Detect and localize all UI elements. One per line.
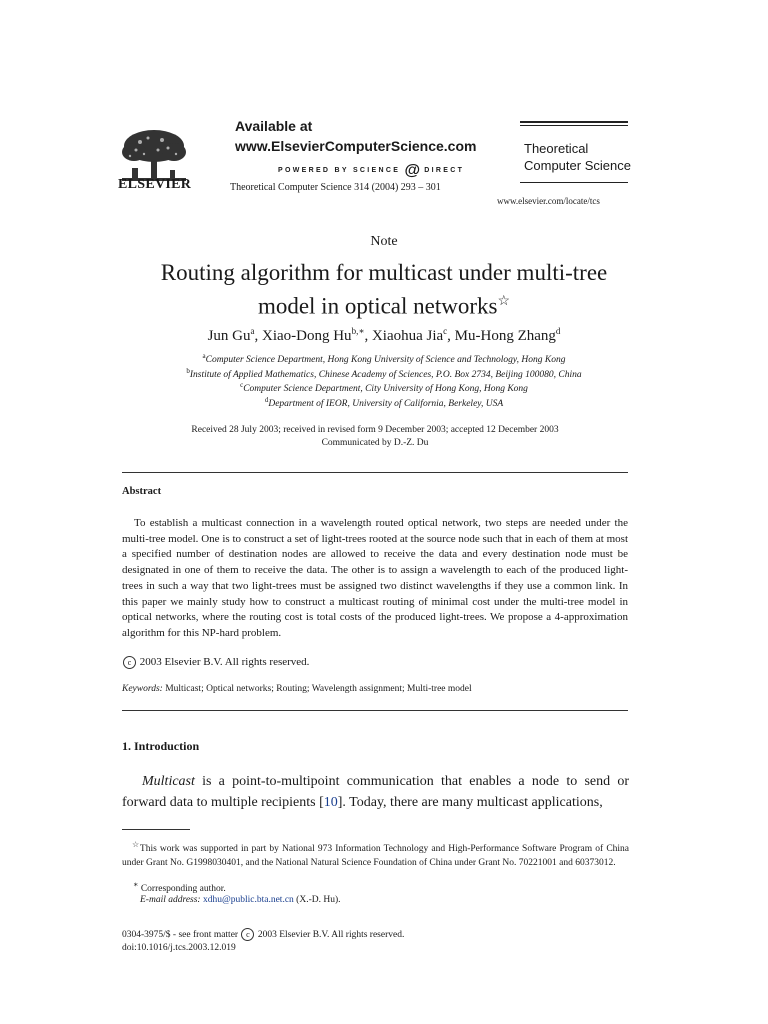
article-history [0, 424, 750, 450]
abstract-copyright: c 2003 Elsevier B.V. All rights reserved. [122, 656, 309, 669]
doi[interactable]: doi:10.1016/j.tcs.2003.12.019 [122, 943, 236, 953]
journal-title-rule [520, 182, 628, 183]
journal-title-rule [520, 125, 628, 126]
issn-line: 0304-3975/$ - see front matter c 2003 Elsevier B.V. All rights reserved. [122, 930, 405, 940]
article-title: Routing algorithm for multicast under multi-tree model in optical networks☆ [160, 260, 608, 319]
footnote-rule [122, 829, 190, 830]
abstract-top-rule [122, 472, 628, 473]
journal-title: Theoretical Computer Science [524, 141, 631, 173]
section-heading-introduction: 1. Introduction [122, 739, 200, 753]
abstract-body: To establish a multicast connection in a wavelength routed optical network, two steps are needed under the multi-tree model. One is to construct a set of light-trees rooted at the source node such that in each of them at most a specified number of destination nodes are allowed to receive the data and every destination node must be designated in one of them to receive the data. The other is to assign a wavelength to each of the produced light-trees in such a way that two light-trees must be assigned two distinct wavelengths if they use a common link. In this paper we mainly study how to construct a multicast routing of minimal cost under the multi-tree model in optical networks, where the routing cost is total costs of the produced light-trees. We propose a 4-approximation algorithm for this NP-hard problem. [122, 517, 628, 639]
author-name: Mu-Hong Zhang [454, 328, 556, 344]
abstract-heading: Abstract [122, 486, 162, 497]
site-name: ElsevierComputerScience [271, 138, 444, 154]
received-dates: Received 28 July 2003; received in revised form 9 December 2003; accepted 12 December 2003 [191, 425, 559, 435]
publisher-name: ELSEVIER [118, 177, 192, 192]
journal-reference: Theoretical Computer Science 314 (2004) 293 – 301 [230, 182, 441, 193]
title-star-footnote-marker[interactable]: ☆ [497, 294, 511, 309]
email-link[interactable]: xdhu@public.bta.net.cn [202, 895, 294, 905]
email-footnote: E-mail address: xdhu@public.bta.net.cn (X.-D. Hu). [140, 895, 341, 905]
affiliation: $^c$Computer Science Department, City University of Hong Kong, Hong Kong [240, 381, 528, 395]
citation-link[interactable]: 10 [323, 795, 338, 810]
site-link[interactable] [235, 138, 476, 154]
corresponding-author-footnote: ∗ Corresponding author. [133, 880, 226, 895]
affiliation: $^a$Computer Science Department, Hong Kong University of Science and Technology, Hong Kong [202, 352, 566, 366]
affiliation: $^d$Department of IEOR, University of California, Berkeley, USA [264, 396, 504, 410]
journal-url[interactable]: www.elsevier.com/locate/tcs [497, 196, 600, 206]
author-list: Jun Gu$^a$, Xiao-Dong $Hu^{b,∗}$, Xiaohua Jia$^c$, Mu-Hong Zhang$^d$ [207, 326, 561, 344]
journal-title-rule [520, 121, 628, 123]
author-name: Xiaohua Jia [371, 328, 444, 344]
author-name: Xiao-Dong Hu [261, 328, 352, 344]
funding-footnote: ☆This work was supported in part by National 973 Information Technology and High-Performance Software Program of China under Grant No. G1998030401, and the National Natural Science Foundation of China under Grant No. 70221001 and 60373012. [122, 840, 630, 868]
affiliation: $^b$Institute of Applied Mathematics, Chinese Academy of Sciences, P.O. Box 2734, Beijing 100080, China [186, 367, 582, 381]
communicated-by: Communicated by D.-Z. Du [321, 438, 429, 448]
site-prefix: www. [235, 138, 272, 154]
keywords: Keywords: Multicast; Optical networks; Routing; Wavelength assignment; Multi-tree model [122, 684, 472, 694]
copyright-icon: c [241, 928, 254, 941]
abstract-bottom-rule [122, 710, 628, 711]
article-type: Note [370, 234, 398, 249]
copyright-icon: c [123, 656, 136, 669]
site-suffix: .com [443, 138, 477, 154]
introduction-paragraph: Multicast is a point-to-multipoint communication that enables a node to send or forward data to multiple recipients [10]. Today, there are many multicast applications, [122, 774, 629, 810]
powered-by-sciencedirect: POWERED BY SCIENCE @ DIRECT [278, 162, 465, 179]
available-at-label: Available at [235, 118, 313, 134]
author-name: Jun Gu [207, 328, 251, 344]
